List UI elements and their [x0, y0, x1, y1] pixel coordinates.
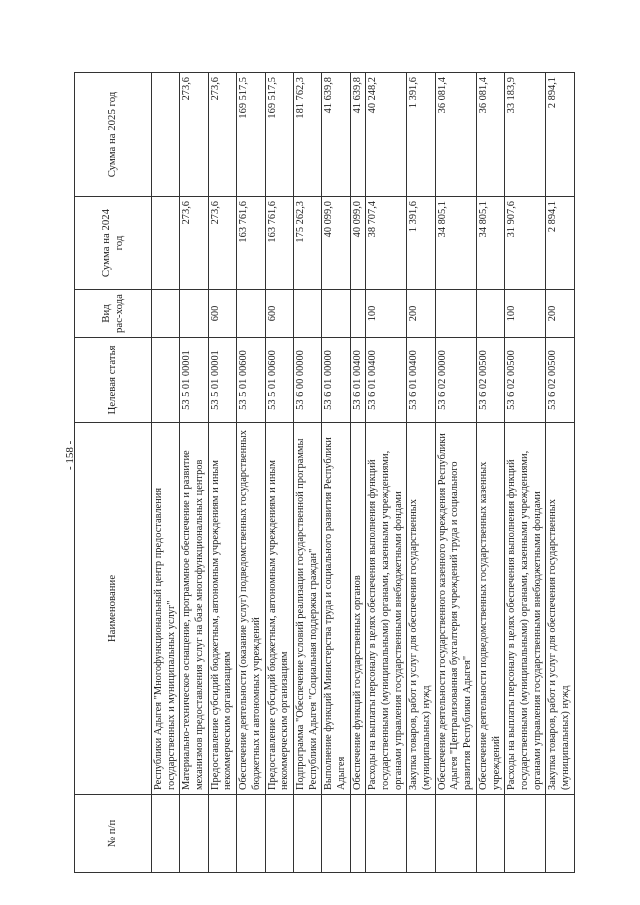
cell-kind [476, 290, 504, 338]
cell-name: Республики Адыгея "Многофункциональный центр предоставления государственных и муниципальных услуг" [152, 423, 180, 795]
table-row [180, 73, 208, 873]
rotated-table-area [74, 73, 640, 848]
cell-kind [293, 290, 321, 338]
budget-table [74, 72, 575, 873]
cell-code: 53 6 01 00400 [407, 338, 435, 423]
cell-name: Обеспечение функций государственных органов [350, 423, 366, 795]
page-number: - 158 - [64, 440, 76, 470]
cell-num [435, 795, 476, 873]
cell-sum-2024: 40 099,0 [322, 197, 350, 290]
table-row [322, 73, 350, 873]
cell-sum-2024: 163 761,6 [237, 197, 265, 290]
cell-sum-2024: 273,6 [208, 197, 236, 290]
header-sum-2025: Сумма на 2025 год [75, 73, 152, 197]
cell-kind [152, 290, 180, 338]
cell-kind [180, 290, 208, 338]
table-row [293, 73, 321, 873]
cell-code: 53 6 02 00000 [435, 338, 476, 423]
cell-num [237, 795, 265, 873]
cell-code: 53 6 00 00000 [293, 338, 321, 423]
header-num: № п/п [75, 795, 152, 873]
cell-num [350, 795, 366, 873]
header-kind: Вид рас-хода [75, 290, 152, 338]
cell-name: Обеспечение деятельности подведомственных государственных казенных учреждений [476, 423, 504, 795]
table-body [152, 73, 575, 873]
cell-sum-2024: 40 099,0 [350, 197, 366, 290]
cell-name: Подпрограмма "Обеспечение условий реализации государственной программы Республики Адыгея "Социальная поддержка граждан" [293, 423, 321, 795]
table-header-row [75, 73, 152, 873]
cell-num [407, 795, 435, 873]
table-row [505, 73, 546, 873]
cell-sum-2024: 1 391,6 [407, 197, 435, 290]
cell-num [208, 795, 236, 873]
header-sum-2024: Сумма на 2024 год [75, 197, 152, 290]
cell-num [322, 795, 350, 873]
cell-code: 53 5 01 00001 [208, 338, 236, 423]
cell-sum-2025: 36 081,4 [435, 73, 476, 197]
cell-name: Предоставление субсидий бюджетным, автономным учреждениям и иным некоммерческим организациям [208, 423, 236, 795]
cell-name: Расходы на выплаты персоналу в целях обеспечения выполнения функций государственными (муниципальными) органами, казенными учреждениями, органами управления государственными внебюджетными фондами [505, 423, 546, 795]
cell-name: Предоставление субсидий бюджетным, автономным учреждениям и иным некоммерческим организациям [265, 423, 293, 795]
cell-sum-2025: 2 894,1 [546, 73, 574, 197]
cell-code: 53 5 01 00600 [237, 338, 265, 423]
cell-kind [237, 290, 265, 338]
cell-code: 53 6 01 00400 [366, 338, 407, 423]
table-row [407, 73, 435, 873]
cell-num [180, 795, 208, 873]
cell-num [152, 795, 180, 873]
cell-code: 53 6 02 00500 [546, 338, 574, 423]
cell-kind: 200 [546, 290, 574, 338]
cell-sum-2024: 163 761,6 [265, 197, 293, 290]
cell-sum-2025: 181 762,3 [293, 73, 321, 197]
cell-code: 53 6 02 00500 [476, 338, 504, 423]
cell-num [476, 795, 504, 873]
cell-code: 53 5 01 00001 [180, 338, 208, 423]
cell-name: Обеспечение деятельности (оказание услуг) подведомственных государственных бюджетных и автономных учреждений [237, 423, 265, 795]
table-row [265, 73, 293, 873]
cell-sum-2025: 1 391,6 [407, 73, 435, 197]
cell-name: Закупка товаров, работ и услуг для обеспечения государственных (муниципальных) нужд [407, 423, 435, 795]
header-name: Наименование [75, 423, 152, 795]
cell-sum-2025: 33 183,9 [505, 73, 546, 197]
cell-sum-2024: 2 894,1 [546, 197, 574, 290]
table-row [366, 73, 407, 873]
cell-sum-2025: 40 248,2 [366, 73, 407, 197]
cell-kind: 600 [265, 290, 293, 338]
cell-code: 53 6 02 00500 [505, 338, 546, 423]
cell-code: 53 5 01 00600 [265, 338, 293, 423]
table-row [152, 73, 180, 873]
table-row [435, 73, 476, 873]
cell-sum-2025: 273,6 [208, 73, 236, 197]
cell-sum-2024: 273,6 [180, 197, 208, 290]
cell-sum-2025: 41 639,8 [350, 73, 366, 197]
cell-sum-2024 [152, 197, 180, 290]
cell-kind: 600 [208, 290, 236, 338]
cell-name: Обеспечение деятельности государственного казенного учреждения Республики Адыгея "Централизованная бухгалтерия учреждений труда и социального развития Республики Адыгея" [435, 423, 476, 795]
cell-num [366, 795, 407, 873]
cell-num [546, 795, 574, 873]
cell-code: 53 6 01 00400 [350, 338, 366, 423]
cell-sum-2025: 36 081,4 [476, 73, 504, 197]
cell-sum-2025: 273,6 [180, 73, 208, 197]
cell-sum-2025: 41 639,8 [322, 73, 350, 197]
rotated-table-frame [74, 73, 581, 873]
header-code: Целевая статья [75, 338, 152, 423]
cell-kind [350, 290, 366, 338]
cell-code [152, 338, 180, 423]
cell-kind: 100 [505, 290, 546, 338]
cell-sum-2024: 34 805,1 [435, 197, 476, 290]
cell-name: Выполнение функций Министерства труда и социального развития Республики Адыгея [322, 423, 350, 795]
table-row [476, 73, 504, 873]
cell-num [265, 795, 293, 873]
cell-kind [322, 290, 350, 338]
cell-name: Расходы на выплаты персоналу в целях обеспечения выполнения функций государственными (муниципальными) органами, казенными учреждениями, органами управления государственными внебюджетными фондами [366, 423, 407, 795]
cell-kind: 100 [366, 290, 407, 338]
cell-sum-2024: 38 707,4 [366, 197, 407, 290]
cell-sum-2024: 34 805,1 [476, 197, 504, 290]
cell-sum-2025: 169 517,5 [237, 73, 265, 197]
cell-sum-2024: 175 262,3 [293, 197, 321, 290]
cell-name: Материально-техническое оснащение, программное обеспечение и развитие механизмов предоставления услуг на базе многофункциональных центров [180, 423, 208, 795]
cell-kind [435, 290, 476, 338]
table-row [208, 73, 236, 873]
cell-name: Закупка товаров, работ и услуг для обеспечения государственных (муниципальных) нужд [546, 423, 574, 795]
cell-sum-2024: 31 907,6 [505, 197, 546, 290]
cell-sum-2025: 169 517,5 [265, 73, 293, 197]
cell-num [505, 795, 546, 873]
cell-sum-2025 [152, 73, 180, 197]
cell-kind: 200 [407, 290, 435, 338]
table-row [546, 73, 574, 873]
table-row [350, 73, 366, 873]
cell-num [293, 795, 321, 873]
table-row [237, 73, 265, 873]
cell-code: 53 6 01 00000 [322, 338, 350, 423]
